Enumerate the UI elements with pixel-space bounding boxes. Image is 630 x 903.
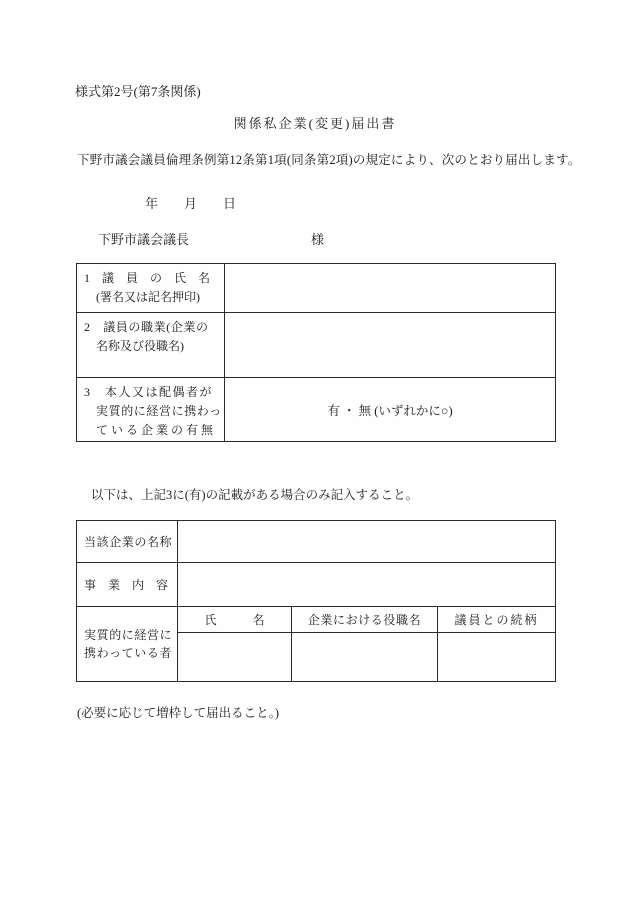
- yes-no-circle-cell: 有 ・ 無 (いずれかに○): [327, 403, 453, 418]
- company-details-table: [76, 520, 556, 682]
- date-line: 年 月 日: [145, 196, 237, 211]
- managers-label: [77, 607, 178, 681]
- relation-input-cell: [438, 633, 555, 681]
- business-description-label: [77, 563, 178, 606]
- label-line: 当該企業の名称: [84, 534, 173, 549]
- member-name-input-cell: [225, 264, 555, 312]
- relation-column-header: 議員との続柄: [438, 607, 555, 633]
- member-declaration-table: [76, 263, 556, 442]
- managers-sub-table: [178, 607, 555, 681]
- table-row-company-name: [77, 521, 555, 562]
- label-line: 携わっている者: [84, 646, 173, 660]
- managers-name-column: [178, 607, 292, 681]
- table-row-member-name: [77, 264, 555, 312]
- footer-note: (必要に応じて増枠して届出ること。): [77, 706, 280, 720]
- member-occupation-label: [77, 313, 225, 377]
- company-existence-label: [77, 378, 225, 441]
- fill-in-instruction: 以下は、上記3に(有)の記載がある場合のみ記入すること。: [91, 488, 419, 502]
- intro-paragraph: 下野市議会議員倫理条例第12条第1項(同条第2項)の規定により、次のとおり届出します。: [77, 153, 581, 167]
- form-number: 様式第2号(第7条関係): [75, 84, 201, 99]
- business-description-input-cell: [178, 563, 555, 606]
- position-column-header: 企業における役職名: [292, 607, 437, 633]
- addressee-name: 下野市議会議長: [98, 232, 190, 247]
- name-column-header: 氏 名: [178, 607, 291, 633]
- table-row-managers: [77, 606, 555, 681]
- label-line: 実質的に経営に: [84, 628, 173, 642]
- label-line: 3 本人又は配偶者が: [84, 385, 214, 399]
- managers-relation-column: [438, 607, 555, 681]
- label-line: 実質的に経営に携わっ: [96, 404, 222, 418]
- managers-position-column: [292, 607, 438, 681]
- label-line: 1 議 員 の 氏 名: [84, 271, 211, 285]
- position-input-cell: [292, 633, 437, 681]
- label-line: (署名又は記名押印): [96, 290, 200, 304]
- member-name-label: [77, 264, 225, 312]
- addressee-honorific: 様: [311, 232, 325, 247]
- label-line: ている企業の有無: [96, 423, 217, 437]
- label-line: 名称及び役職名): [96, 339, 184, 353]
- company-name-label: [77, 521, 178, 562]
- label-line: 2 議員の職業(企業の: [84, 320, 209, 334]
- company-name-input-cell: [178, 521, 555, 562]
- table-row-company-existence: [77, 377, 555, 441]
- addressee-line: [98, 229, 324, 248]
- name-input-cell: [178, 633, 291, 681]
- document-title: 関係私企業(変更)届出書: [233, 116, 397, 131]
- label-line: 事 業 内 容: [84, 577, 169, 592]
- member-occupation-input-cell: [225, 313, 555, 377]
- table-row-member-occupation: [77, 312, 555, 377]
- table-row-business-description: [77, 562, 555, 606]
